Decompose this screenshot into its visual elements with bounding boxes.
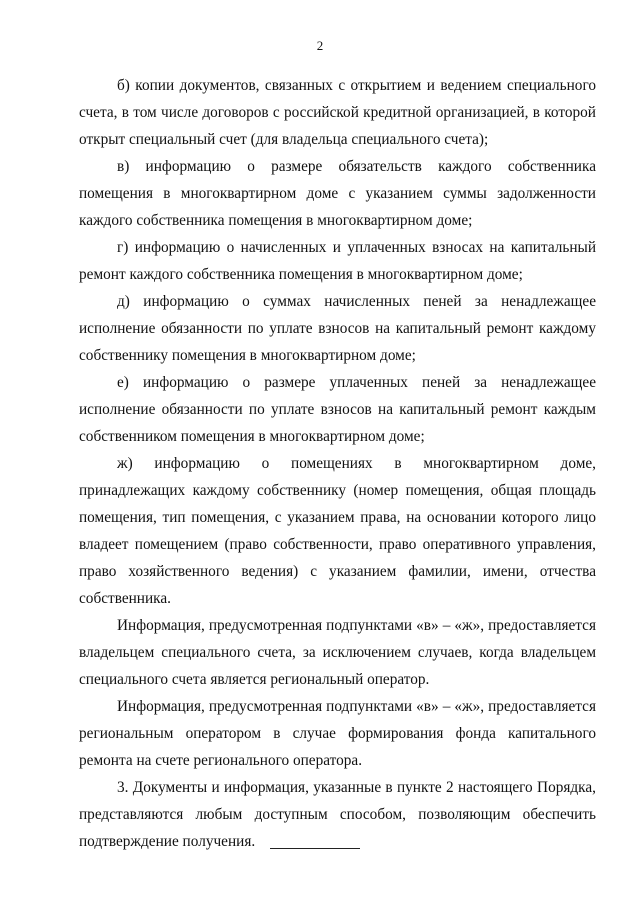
page-number: 2 (316, 38, 324, 53)
paragraph-g: г) информацию о начисленных и уплаченных взносах на капитальный ремонт каждого собственника помещения в многоквартирном доме; (79, 239, 596, 283)
paragraph-info-operator: Информация, предусмотренная подпунктами «в» – «ж», предоставляется региональным оператором в случае формирования фонда капитального ремонта на счете регионального оператора. (79, 698, 596, 769)
paragraph-v: в) информацию о размере обязательств каждого собственника помещения в многоквартирном доме с указанием суммы задолженности каждого собственника помещения в многоквартирном доме; (79, 158, 596, 229)
paragraph-e: е) информацию о размере уплаченных пеней за ненадлежащее исполнение обязанности по уплате взносов на капитальный ремонт каждым собственником помещения в многоквартирном доме; (79, 374, 596, 445)
paragraph-info-owner: Информация, предусмотренная подпунктами «в» – «ж», предоставляется владельцем специального счета, за исключением случаев, когда владельцем специального счета является региональный оператор. (79, 617, 596, 688)
closing-divider (270, 848, 360, 849)
document-body (79, 72, 596, 855)
paragraph-d: д) информацию о суммах начисленных пеней за ненадлежащее исполнение обязанности по уплате взносов на капитальный ремонт каждому собственнику помещения в многоквартирном доме; (79, 293, 596, 364)
paragraph-b: б) копии документов, связанных с открытием и ведением специального счета, в том числе договоров с российской кредитной организацией, в которой открыт специальный счет (для владельца специального счета); (79, 77, 596, 148)
paragraph-item-3: 3. Документы и информация, указанные в пункте 2 настоящего Порядка, представляются любым доступным способом, позволяющим обеспечить подтверждение получения. (79, 779, 596, 850)
paragraph-zh: ж) информацию о помещениях в многоквартирном доме, принадлежащих каждому собственнику (номер помещения, общая площадь помещения, тип помещения, с указанием права, на основании которого лицо владеет помещением (право собственности, право оперативного управления, право хозяйственного ведения) с указанием фамилии, имени, отчества собственника. (79, 455, 596, 607)
